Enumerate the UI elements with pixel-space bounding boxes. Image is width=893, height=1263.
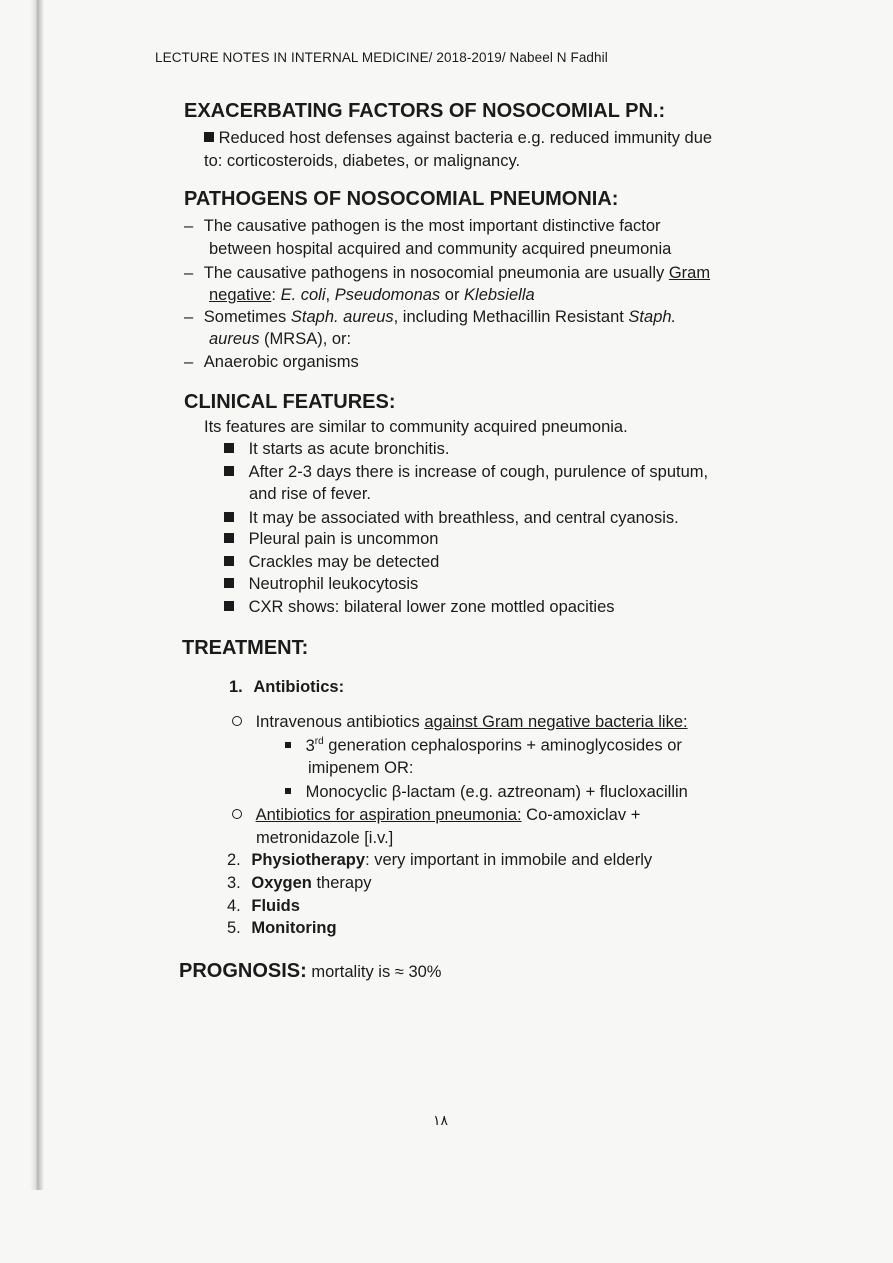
exacerbating-heading: EXACERBATING FACTORS OF NOSOCOMIAL PN.:: [184, 100, 666, 122]
treatment-item-1: 1. Antibiotics:: [229, 678, 345, 696]
dash-bullet-icon: –: [184, 217, 194, 235]
scan-binding-edge: [30, 0, 44, 1190]
square-bullet-icon: [224, 578, 234, 588]
pathogen-item-2: – The causative pathogens in nosocomial pneumonia are usually Gram: [184, 264, 711, 282]
pathogen-item-3: – Sometimes Staph. aureus, including Methacillin Resistant Staph.: [184, 308, 677, 326]
clinical-bullet-2-cont: and rise of fever.: [249, 485, 371, 503]
pathogen-item-4: – Anaerobic organisms: [184, 353, 359, 371]
clinical-intro: Its features are similar to community acquired pneumonia.: [204, 418, 628, 436]
aspiration-item-cont: metronidazole [i.v.]: [256, 829, 394, 847]
small-square-bullet-icon: [285, 742, 291, 748]
treatment-heading: TREATMENT:: [182, 637, 309, 659]
clinical-bullet-3: It may be associated with breathless, and central cyanosis.: [224, 509, 679, 528]
clinical-bullet-4: Pleural pain is uncommon: [224, 530, 438, 549]
circle-bullet-icon: [232, 809, 242, 819]
treatment-item-5: 5. Monitoring: [227, 919, 337, 937]
treatment-item-2: 2. Physiotherapy: very important in immobile and elderly: [227, 851, 653, 869]
small-square-bullet-icon: [285, 788, 291, 794]
iv-sub-item-1: 3rd generation cephalosporins + aminoglycosides or: [285, 736, 682, 756]
dash-bullet-icon: –: [184, 308, 194, 326]
clinical-bullet-2: After 2-3 days there is increase of cough, purulence of sputum,: [224, 463, 708, 482]
pathogen-item-2-cont: negative: E. coli, Pseudomonas or Klebsiella: [209, 286, 535, 304]
square-bullet-icon: [224, 466, 234, 476]
square-bullet-icon: [224, 533, 234, 543]
prognosis-line: PROGNOSIS: mortality is ≈ 30%: [179, 960, 442, 982]
pathogens-heading: PATHOGENS OF NOSOCOMIAL PNEUMONIA:: [184, 188, 619, 210]
pathogen-item-3-cont: aureus (MRSA), or:: [209, 330, 352, 348]
treatment-item-3: 3. Oxygen therapy: [227, 874, 372, 892]
page-number: ١٨: [433, 1112, 449, 1128]
clinical-heading: CLINICAL FEATURES:: [184, 391, 396, 413]
clinical-bullet-5: Crackles may be detected: [224, 553, 439, 572]
clinical-bullet-7: CXR shows: bilateral lower zone mottled opacities: [224, 598, 615, 617]
page-header: LECTURE NOTES IN INTERNAL MEDICINE/ 2018-2019/ Nabeel N Fadhil: [155, 50, 608, 65]
treatment-item-4: 4. Fluids: [227, 897, 300, 915]
square-bullet-icon: [224, 443, 234, 453]
iv-sub-item-1-cont: imipenem OR:: [308, 759, 414, 777]
iv-sub-item-2: Monocyclic β-lactam (e.g. aztreonam) + flucloxacillin: [285, 783, 688, 802]
pathogen-item-1: – The causative pathogen is the most important distinctive factor: [184, 217, 661, 235]
dash-bullet-icon: –: [184, 264, 194, 282]
circle-bullet-icon: [232, 716, 242, 726]
exacerbating-line2: to: corticosteroids, diabetes, or malignancy.: [204, 152, 521, 170]
square-bullet-icon: [224, 601, 234, 611]
square-bullet-icon: [204, 132, 214, 142]
square-bullet-icon: [224, 556, 234, 566]
iv-antibiotics-item: Intravenous antibiotics against Gram negative bacteria like:: [232, 713, 688, 732]
square-bullet-icon: [224, 512, 234, 522]
clinical-bullet-1: It starts as acute bronchitis.: [224, 440, 449, 459]
clinical-bullet-6: Neutrophil leukocytosis: [224, 575, 418, 594]
pathogen-item-1-cont: between hospital acquired and community acquired pneumonia: [209, 240, 672, 258]
exacerbating-line1: Reduced host defenses against bacteria e.g. reduced immunity due: [204, 129, 712, 148]
dash-bullet-icon: –: [184, 353, 194, 371]
aspiration-item: Antibiotics for aspiration pneumonia: Co-amoxiclav +: [232, 806, 640, 825]
